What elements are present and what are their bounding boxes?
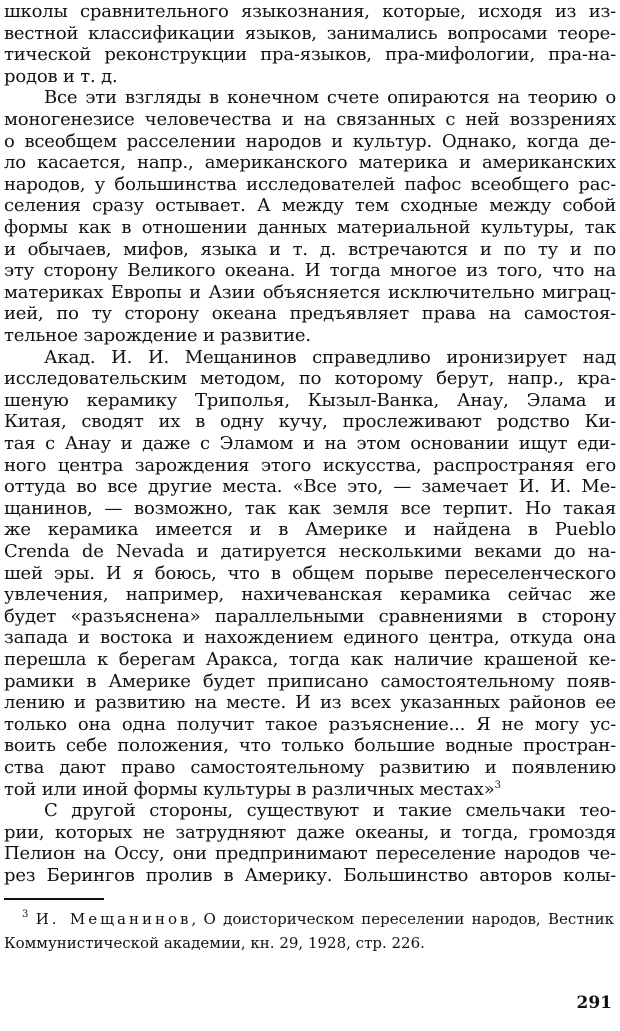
text-line: вестной классификации языков, занимались вопросами теоре- (4, 22, 616, 44)
text-line: С другой стороны, существуют и такие смельчаки тео- (44, 800, 616, 822)
text-line: эту сторону Великого океана. И тогда многое из того, что на (4, 260, 616, 282)
text-line: ства дают право самостоятельному развитию и появлению (4, 757, 616, 778)
text-line: и обычаев, мифов, языка и т. д. встречаются и по ту и по (4, 238, 616, 260)
text-line: школы сравнительного языкознания, которые, исходя из из- (4, 1, 616, 22)
text-line: будет «разъяснена» параллельными сравнениями в сторону (4, 605, 616, 627)
text-line: исследовательским методом, по которому берут, напр., кра- (4, 368, 616, 390)
text-line: перешла к берегам Аракса, тогда как наличие крашеной ке- (4, 649, 616, 670)
text-line: рии, которых не затрудняют даже океаны, и тогда, громоздя (4, 821, 616, 843)
text-line: шеную керамику Триполья, Кызыл-Ванка, Анау, Элама и (4, 389, 616, 411)
text-line: родов и т. д. (4, 65, 118, 87)
text-line: ией, по ту сторону океана предъявляет права на самостоя- (4, 303, 616, 325)
text-line: шей эры. И я боюсь, что в общем порыве переселенческого (4, 562, 616, 584)
footnote-marker: 3 (22, 909, 29, 920)
text-line: селения сразу остывает. А между тем сходные между собой (4, 195, 616, 217)
text-line: Пелион на Оссу, они предпринимают переселение народов че- (4, 843, 616, 865)
text-line: тической реконструкции пра-языков, пра-мифологии, пра-на- (4, 44, 616, 66)
text-line: Все эти взгляды в конечном счете опираются на теорию о (44, 87, 616, 109)
text-line: запада и востока и нахождением единого центра, откуда она (4, 627, 616, 649)
text-line-content: той или иной формы культуры в различных местах» (4, 778, 495, 800)
text-line: увлечения, например, нахичеванская керамика сейчас же (4, 584, 616, 606)
text-line: Акад. И. И. Мещанинов справедливо иронизирует над (44, 346, 616, 368)
text-line: щанинов, — возможно, так как земля все терпит. Но такая (4, 497, 616, 519)
footnote-title: , О доисторическом переселении народов, Вестник (191, 910, 614, 928)
text-line: народов, у большинства исследователей пафос всеобщего рас- (4, 173, 616, 195)
text-line: тая с Анау и даже с Эламом и на этом основании ищут еди- (4, 433, 616, 454)
text-line: тельное зарождение и развитие. (4, 325, 311, 346)
footnote-author: И. Мещанинов (35, 910, 192, 928)
footnote-line: Коммунистической академии, кн. 29, 1928, стр. 226. (4, 934, 425, 952)
text-line: материках Европы и Азии объясняется исключительно миграц- (4, 281, 616, 303)
text-line: о всеобщем расселении народов и культур. Однако, когда де- (4, 130, 616, 152)
text-line: ло касается, напр., американского материка и американских (4, 152, 616, 174)
footnote-rule (4, 898, 104, 900)
footnote-line (22, 906, 614, 932)
text-line: воить себе положения, что только большие водные простран- (4, 735, 616, 757)
footnote-reference: 3 (494, 779, 501, 791)
text-line: моногенезисе человечества и на связанных с ней воззрениях (4, 109, 616, 130)
text-line: рамики в Америке будет приписано самостоятельному появ- (4, 670, 616, 692)
text-line: лению и развитию на месте. И из всех указанных районов ее (4, 692, 616, 714)
text-line: рез Берингов пролив в Америку. Большинство авторов колы- (4, 865, 616, 886)
text-line: Китая, сводят их в одну кучу, прослеживают родство Ки- (4, 411, 616, 433)
text-line: ного центра зарождения этого искусства, распространяя его (4, 454, 616, 476)
text-line-with-footnote-ref (4, 779, 616, 801)
page-number: 291 (576, 993, 612, 1013)
text-line: оттуда во все другие места. «Все это, — замечает И. И. Ме- (4, 476, 616, 498)
text-line: Crenda de Nevada и датируется несколькими веками до на- (4, 541, 616, 562)
text-line: только она одна получит такое разъяснение... Я не могу ус- (4, 713, 616, 735)
text-line: формы как в отношении данных материальной культуры, так (4, 217, 616, 238)
text-line: же керамика имеется и в Америке и найдена в Pueblo (4, 519, 616, 541)
